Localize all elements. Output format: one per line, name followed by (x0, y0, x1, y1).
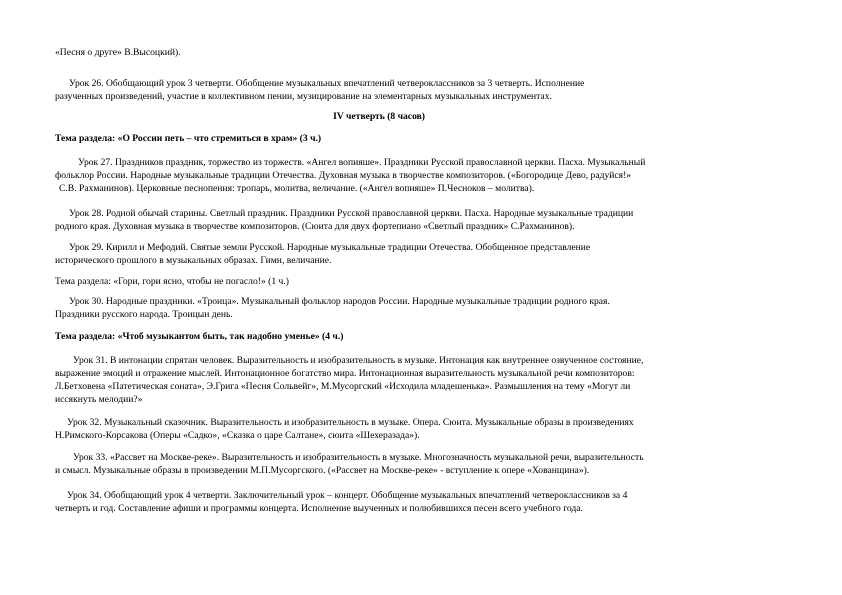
text-line: Урок 28. Родной обычай старины. Светлый праздник. Праздники Русской православной церкви. Пасха. Народные музыкальные традиции (69, 208, 634, 219)
text-line: Урок 29. Кирилл и Мефодий. Святые земли Русской. Народные музыкальные традиции Отечества. Обобщенное представление (69, 242, 591, 253)
lesson-34-paragraph (55, 489, 795, 515)
section-title: Тема раздела: «Чтоб музыкантом быть, так надобно уменье» (4 ч.) (55, 331, 344, 342)
lesson-31-paragraph (55, 354, 795, 406)
text-line: Урок 32. Музыкальный сказочник. Выразительность и изобразительность в музыке. Опера. Сюита. Музыкальные образы в произведениях (67, 417, 634, 428)
text-line: четверть и год. Составление афиши и программы концерта. Исполнение выученных и полюбившихся песен всего учебного года. (55, 503, 583, 514)
quarter-title: IV четверть (8 часов) (333, 111, 425, 122)
section-heading-1 (55, 132, 795, 145)
text-line: Урок 31. В интонации спрятан человек. Выразительность и изобразительность в музыке. Интонация как внутреннее озвученное состояние, (73, 355, 644, 366)
lesson-30-paragraph (55, 295, 795, 321)
lesson-26-paragraph (55, 77, 795, 103)
text-line: родного края. Духовная музыка в творчестве композиторов. (Сюита для двух фортепиано «Светлый праздник» С.Рахманинов). (55, 221, 575, 232)
text-line: Л.Бетховена «Патетическая соната», Э.Грига «Песня Сольвейг», М.Мусоргский «Исходила младешенька». Размышления на тему «Могут ли (55, 381, 631, 392)
intro-paragraph (55, 46, 795, 59)
section-heading-2 (55, 275, 795, 288)
text-line: фольклор России. Народные музыкальные традиции Отечества. Духовная музыка в творчестве композиторов. («Богородице Дево, радуйся!» (55, 170, 632, 181)
quarter-heading (55, 110, 425, 123)
text-line: Праздники русского народа. Троицын день. (55, 309, 233, 320)
lesson-28-paragraph (55, 207, 795, 233)
text-line: иссякнуть мелодии?» (55, 394, 143, 405)
lesson-32-paragraph (55, 416, 795, 442)
text-line: Урок 26. Обобщающий урок 3 четверти. Обобщение музыкальных впечатлений четвероклассников за 3 четверть. Исполнение (69, 78, 585, 89)
lesson-27-paragraph (55, 156, 795, 195)
text-line: выражение эмоций и отражение мыслей. Интонационное богатство мира. Интонационная выразительность музыкальной речи композиторов: (55, 368, 635, 379)
text-line: Урок 30. Народные праздники. «Троица». Музыкальный фольклор народов России. Народные музыкальные традиции родного края. (69, 296, 610, 307)
text-line: Урок 33. «Рассвет на Москве-реке». Выразительность и изобразительность в музыке. Многозначность музыкальной речи, выразительность (73, 452, 644, 463)
text-line: разученных произведений, участие в коллективном пении, музицирование на элементарных музыкальных инструментах. (55, 91, 552, 102)
lesson-29-paragraph (55, 241, 795, 267)
section-heading-3 (55, 330, 795, 343)
section-title: Тема раздела: «Гори, гори ясно, чтобы не погасло!» (1 ч.) (55, 276, 289, 287)
section-title: Тема раздела: «О России петь – что стремиться в храм» (3 ч.) (55, 133, 322, 144)
text-line: С.В. Рахманинов). Церковные песнопения: тропарь, молитва, величание. («Ангел вопияше» П.Чесноков – молитва). (59, 183, 535, 194)
text-line: и смысл. Музыкальные образы в произведении М.П.Мусоргского. («Рассвет на Москве-реке» - вступление к опере «Хованщина»). (55, 465, 590, 476)
text-line: «Песня о друге» В.Высоцкий). (55, 47, 181, 58)
text-line: Урок 27. Праздников праздник, торжество из торжеств. «Ангел вопияше». Праздники Русской православной церкви. Пасха. Музыкальный (78, 157, 646, 168)
text-line: Урок 34. Обобщающий урок 4 четверти. Заключительный урок – концерт. Обобщение музыкальных впечатлений четвероклассников за 4 (67, 490, 628, 501)
text-line: исторического прошлого в музыкальных образах. Гимн, величание. (55, 255, 332, 266)
text-line: Н.Римского-Корсакова (Оперы «Садко», «Сказка о царе Салтане», сюита «Шехеразада»). (55, 430, 420, 441)
lesson-33-paragraph (55, 451, 795, 477)
